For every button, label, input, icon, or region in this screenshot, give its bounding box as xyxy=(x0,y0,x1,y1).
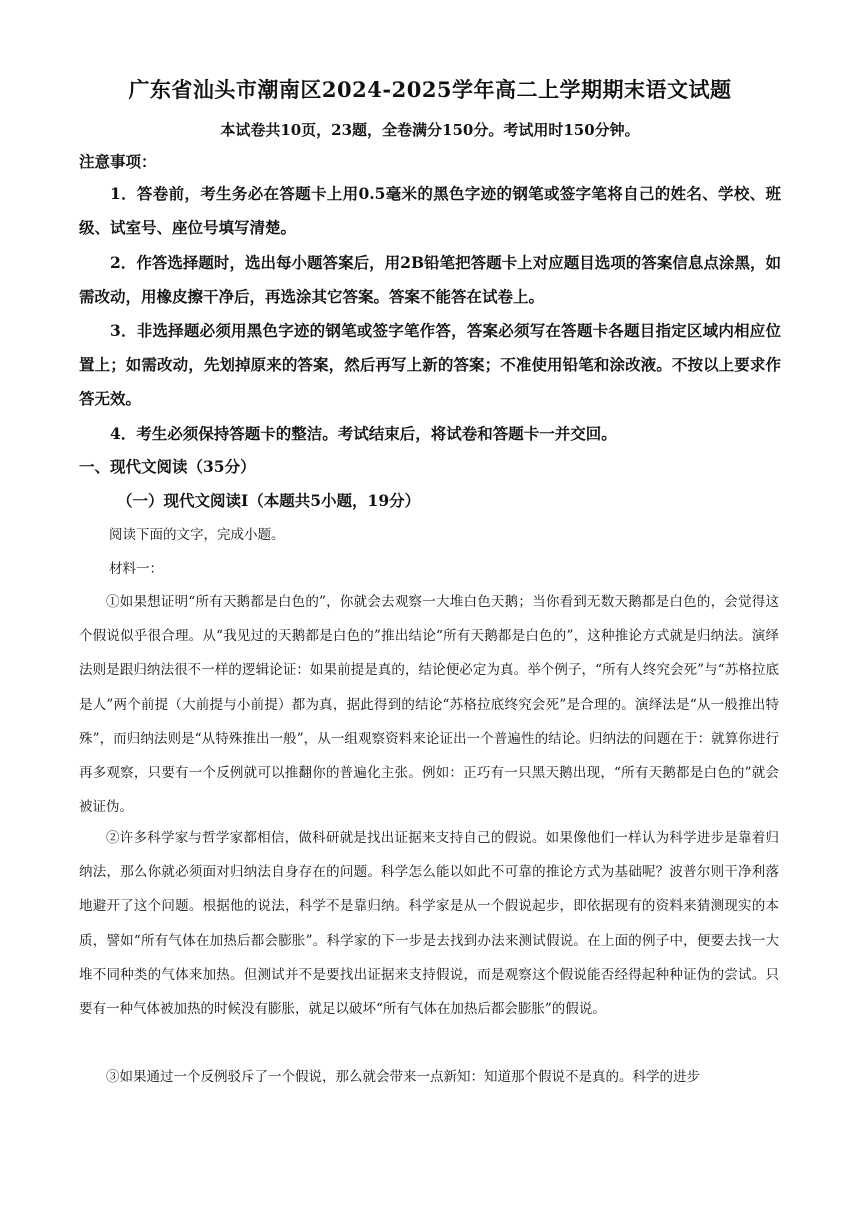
notice-heading: 注意事项： xyxy=(79,152,157,171)
notice-item-1: 1．答卷前，考生务必在答题卡上用0.5毫米的黑色字迹的钢笔或签字笔将自己的姓名、学校、班级、试室号、座位号填写清楚。 xyxy=(79,184,781,237)
reading-instruction: 阅读下面的文字，完成小题。 xyxy=(109,527,285,543)
notice-item-2: 2．作答选择题时，选出每小题答案后，用2B铅笔把答题卡上对应题目选项的答案信息点涂黑，如需改动，用橡皮擦干净后，再选涂其它答案。答案不能答在试卷上。 xyxy=(79,253,781,306)
exam-title: 广东省汕头市潮南区2024-2025学年高二上学期期末语文试题 xyxy=(128,77,732,102)
material-paragraph-3: ③如果通过一个反例驳斥了一个假说，那么就会带来一点新知：知道那个假说不是真的。科学的进步 xyxy=(106,1069,700,1085)
material-paragraph-1: ①如果想证明“所有天鹅都是白色的”，你就会去观察一大堆白色天鹅；当你看到无数天鹅都是白色的，会觉得这个假说似乎很合理。从“我见过的天鹅都是白色的”推出结论“所有天鹅都是白色的”，这种推论方式就是归纳法。演绎法则是跟归纳法很不一样的逻辑论证：如果前提是真的，结论便必定为真。举个例子，“所有人终究会死”与“苏格拉底是人”两个前提（大前提与小前提）都为真，据此得到的结论“苏格拉底终究会死”是合理的。演绎法是“从一般推出特殊”，而归纳法则是“从特殊推出一般”，从一组观察资料来论证出一个普遍性的结论。归纳法的问题在于：就算你进行再多观察，只要有一个反例就可以推翻你的普遍化主张。例如：正巧有一只黑天鹅出现，“所有天鹅都是白色的”就会被证伪。 xyxy=(79,594,779,816)
material-label: 材料一： xyxy=(109,561,163,577)
section-heading: 一、现代文阅读（35分） xyxy=(79,457,256,476)
subsection-heading: （一）现代文阅读Ⅰ（本题共5小题，19分） xyxy=(117,491,421,510)
notice-item-4: 4．考生必须保持答题卡的整洁。考试结束后，将试卷和答题卡一并交回。 xyxy=(110,424,617,443)
exam-subtitle: 本试卷共10页，23题，全卷满分150分。考试用时150分钟。 xyxy=(220,121,640,139)
notice-item-3: 3．非选择题必须用黑色字迹的钢笔或签字笔作答，答案必须写在答题卡各题目指定区域内相应位置上；如需改动，先划掉原来的答案，然后再写上新的答案；不准使用铅笔和涂改液。不按以上要求作答无效。 xyxy=(79,321,781,408)
material-paragraph-2: ②许多科学家与哲学家都相信，做科研就是找出证据来支持自己的假说。如果像他们一样认为科学进步是靠着归纳法，那么你就必须面对归纳法自身存在的问题。科学怎么能以如此不可靠的推论方式为基础呢？波普尔则干净利落地避开了这个问题。根据他的说法，科学不是靠归纳。科学家是从一个假说起步，即依据现有的资料来猜测现实的本质，譬如“所有气体在加热后都会膨胀”。科学家的下一步是去找到办法来测试假说。在上面的例子中，便要去找一大堆不同种类的气体来加热。但测试并不是要找出证据来支持假说，而是观察这个假说能否经得起种种证伪的尝试。只要有一种气体被加热的时候没有膨胀，就足以破坏“所有气体在加热后都会膨胀”的假说。 xyxy=(79,830,779,1018)
